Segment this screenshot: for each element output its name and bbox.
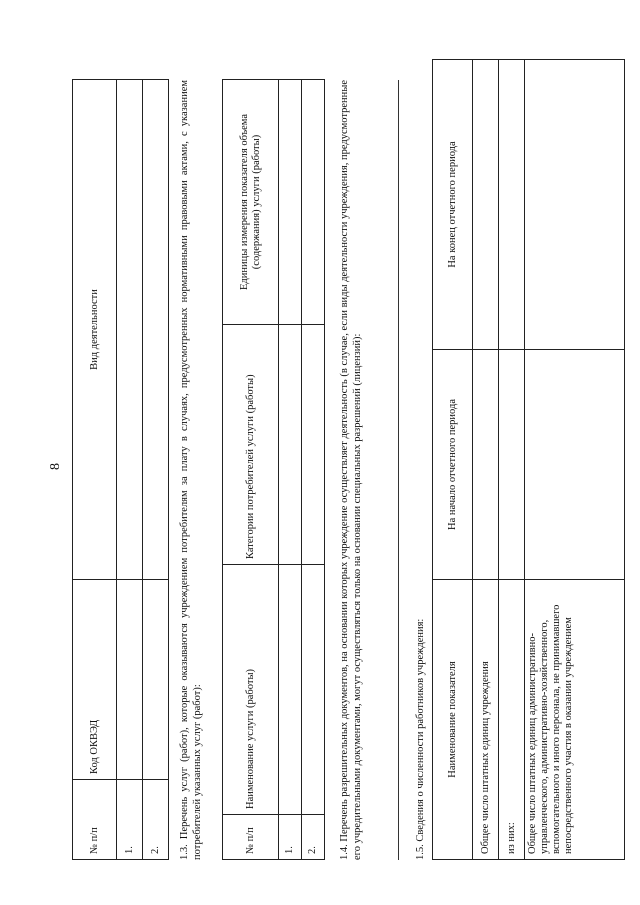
header-cell: № п/п: [223, 815, 279, 860]
table-cell: [499, 350, 525, 580]
table-cell: [302, 565, 325, 815]
header-cell: Вид деятельности: [73, 80, 117, 580]
header-cell: На конец отчетного периода: [433, 60, 473, 350]
table-row: [143, 80, 169, 860]
table-cell: [473, 350, 499, 580]
table-cell: [117, 580, 143, 780]
table-cell: [143, 580, 169, 780]
divider-line: [398, 80, 399, 860]
table-row: [525, 60, 625, 860]
table-row: [499, 60, 525, 860]
table-cell: [143, 80, 169, 580]
staff-count-table: [432, 59, 625, 860]
table-cell: 2.: [302, 815, 325, 860]
table-cell: Общее число штатных единиц учреждения: [473, 580, 499, 860]
table-cell: [525, 350, 625, 580]
table-row: [279, 80, 302, 860]
table-cell: [279, 325, 302, 565]
table-cell: 2.: [143, 780, 169, 860]
table-header-row: [433, 60, 473, 860]
table-cell: Общее число штатных единиц административно-управленческого, административно-хозяйственного, вспомогательного и иного персонала, не принимавшего непосредственного участия в оказании учреждением: [525, 580, 625, 860]
header-cell: Наименование показателя: [433, 580, 473, 860]
paid-services-table: [222, 79, 325, 860]
table-cell: [279, 565, 302, 815]
table-row: [473, 60, 499, 860]
table-header-row: [73, 80, 117, 860]
header-cell: Единицы измерения показателя объема (содержания) услуги (работы): [223, 80, 279, 325]
table-cell: [302, 80, 325, 325]
table-cell: [525, 60, 625, 350]
table-cell: из них:: [499, 580, 525, 860]
section-1-4-text: 1.4. Перечень разрешительных документов, на основании которых учреждение осуществляет деятельность (в случае, если виды деятельности учреждения, предусмотренные его учредительными документами, могут осуществляться только на основании специальных разрешений (лицензий):: [339, 80, 363, 860]
table-row: [117, 80, 143, 860]
table-header-row: [223, 80, 279, 860]
table-cell: [302, 325, 325, 565]
table-cell: [473, 60, 499, 350]
table-row: [302, 80, 325, 860]
table-cell: [499, 60, 525, 350]
table-cell: 1.: [117, 780, 143, 860]
section-1-3-text: 1.3. Перечень услуг (работ), которые оказываются учреждением потребителям за плату в случаях, предусмотренных нормативными правовыми актами, с указанием потребителей указанных услуг (работ):: [179, 80, 203, 860]
okved-table: [72, 79, 169, 860]
page-number: 8: [48, 463, 63, 470]
header-cell: Наименование услуги (работы): [223, 565, 279, 815]
header-cell: Код ОКВЭД: [73, 580, 117, 780]
table-cell: 1.: [279, 815, 302, 860]
section-1-5-title: 1.5. Сведения о численности работников учреждения:: [415, 618, 426, 860]
header-cell: На начало отчетного периода: [433, 350, 473, 580]
table-cell: [279, 80, 302, 325]
table-cell: [117, 80, 143, 580]
header-cell: № п/п: [73, 780, 117, 860]
header-cell: Категории потребителей услуги (работы): [223, 325, 279, 565]
